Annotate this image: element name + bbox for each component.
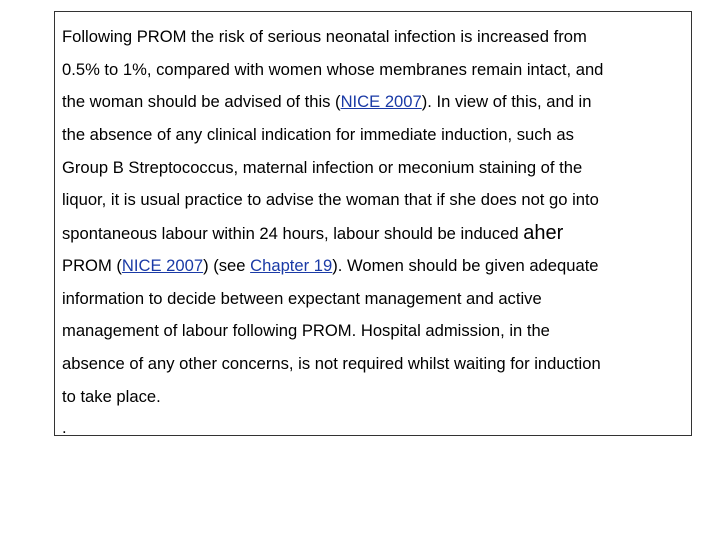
text-line: the absence of any clinical indication for immediate induction, such as <box>62 125 574 145</box>
text-line: Following PROM the risk of serious neonatal infection is increased from <box>62 27 587 46</box>
text-line: absence of any other concerns, is not required whilst waiting for induction <box>62 353 601 373</box>
text-line <box>62 217 690 250</box>
text-line <box>62 86 690 119</box>
text-line <box>62 250 690 283</box>
text-segment: ). In view of this, and in <box>421 92 592 112</box>
text-segment: PROM ( <box>62 255 122 275</box>
nice-2007-reference-link[interactable]: NICE 2007 <box>121 255 204 275</box>
text-segment-large: aher <box>523 222 564 245</box>
text-segment: ). Women should be given adequate <box>332 255 599 275</box>
text-line: management of labour following PROM. Hospital admission, in the <box>62 321 550 341</box>
nice-2007-reference-link[interactable]: NICE 2007 <box>340 92 422 112</box>
text-segment: ) (see <box>203 255 251 275</box>
body-paragraph <box>62 21 690 438</box>
text-line: Group B Streptococcus, maternal infection or meconium staining of the <box>62 157 583 177</box>
text-line: to take place. <box>62 386 161 406</box>
text-line: information to decide between expectant management and active <box>62 288 542 308</box>
text-line: liquor, it is usual practice to advise the woman that if she does not go into <box>62 190 599 210</box>
trailing-period: . <box>62 418 67 438</box>
text-frame <box>54 11 692 436</box>
text-line: 0.5% to 1%, compared with women whose membranes remain intact, and <box>62 59 604 79</box>
text-segment: spontaneous labour within 24 hours, labour should be induced <box>62 224 524 244</box>
text-segment: the woman should be advised of this ( <box>62 92 341 112</box>
chapter-19-link[interactable]: Chapter 19 <box>250 255 333 275</box>
